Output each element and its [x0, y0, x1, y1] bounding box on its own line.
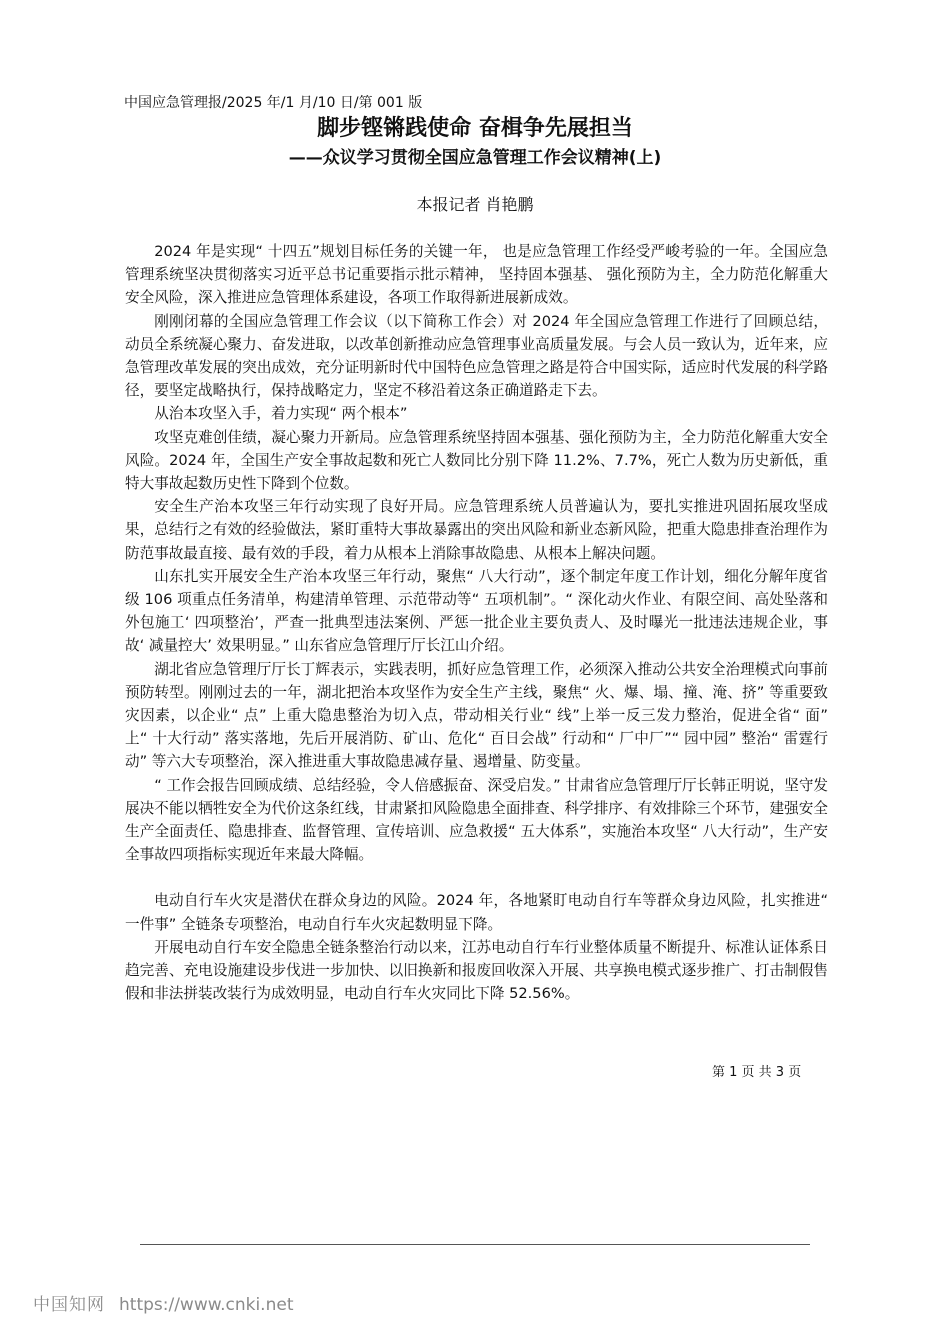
paragraph: 2024 年是实现“ 十四五”规划目标任务的关键一年， 也是应急管理工作经受严峻考验的一年。全国应急管理系统坚决贯彻落实习近平总书记重要指示批示精神， 坚持固本强基、 强化预防为主，全力防范化解重大安全风险，深入推进应急管理体系建设，各项工作取得新进展新成效。 — [125, 243, 828, 307]
article-body — [125, 240, 828, 1006]
watermark-name: 中国知网 — [33, 1295, 105, 1315]
cnki-watermark — [33, 1292, 293, 1318]
footer-divider — [140, 1244, 810, 1245]
paragraph: 湖北省应急管理厅厅长丁辉表示，实践表明，抓好应急管理工作，必须深入推动公共安全治理模式向事前预防转型。刚刚过去的一年，湖北把治本攻坚作为安全生产主线，聚焦“ 火、爆、塌、撞、淹、挤” 等重要致灾因素，以企业“ 点” 上重大隐患整治为切入点，带动相关行业“ 线”上举一反三发力整治，促进全省“ 面” 上“ 十大行动” 落实落地，先后开展消防、矿山、危化“ 百日会战” 行动和“ 厂中厂”“ 园中园” 整治“ 雷霆行动” 等六大专项整治，深入推进重大事故隐患减存量、遏增量、防变量。 — [125, 660, 828, 771]
publication-source: 中国应急管理报/2025 年/1 月/10 日/第 001 版 — [124, 95, 423, 111]
article-subtitle: ——众议学习贯彻全国应急管理工作会议精神(上) — [288, 148, 662, 168]
paragraph: 刚刚闭幕的全国应急管理工作会议（以下简称工作会）对 2024 年全国应急管理工作进行了回顾总结，动员全系统凝心聚力、奋发进取，以改革创新推动应急管理事业高质量发展。与会人员一致认为，近年来，应急管理改革发展的突出成效，充分证明新时代中国特色应急管理之路是符合中国实际，适应时代发展的科学路径，要坚定战略执行，保持战略定力，坚定不移沿着这条正确道路走下去。 — [125, 312, 828, 400]
paragraph: 电动自行车火灾是潜伏在群众身边的风险。2024 年，各地紧盯电动自行车等群众身边风险，扎实推进“ 一件事” 全链条专项整治，电动自行车火灾起数明显下降。 — [125, 892, 828, 933]
paragraph: 攻坚克难创佳绩，凝心聚力开新局。应急管理系统坚持固本强基、强化预防为主，全力防范化解重大安全风险。2024 年，全国生产安全事故起数和死亡人数同比分别下降 11.2%、7.7%，死亡人数为历史新低，重特大事故起数历史性下降到个位数。 — [125, 428, 828, 493]
page-number: 第 1 页 共 3 页 — [712, 1065, 802, 1080]
watermark-url: https://www.cnki.net — [119, 1295, 294, 1315]
section-heading: 从治本攻坚入手，着力实现“ 两个根本” — [154, 405, 408, 423]
paragraph: 安全生产治本攻坚三年行动实现了良好开局。应急管理系统人员普遍认为，要扎实推进巩固拓展攻坚成果，总结行之有效的经验做法，紧盯重特大事故暴露出的突出风险和新业态新风险，把重大隐患排查治理作为防范事故最直接、最有效的手段，着力从根本上消除事故隐患、从根本上解决问题。 — [125, 498, 828, 562]
paragraph-gap — [125, 866, 828, 889]
article-byline: 本报记者 肖艳鹏 — [416, 195, 534, 214]
paragraph: 山东扎实开展安全生产治本攻坚三年行动，聚焦“ 八大行动”，逐个制定年度工作计划，细化分解年度省级 106 项重点任务清单，构建清单管理、示范带动等“ 五项机制”。“ 深化动火作业、有限空间、高处坠落和外包施工‘ 四项整治’，严查一批典型违法案例、严惩一批企业主要负责人、及时曝光一批违法违规企业，事故‘ 减量控大’ 效果明显。” 山东省应急管理厅厅长江山介绍。 — [125, 567, 828, 655]
paragraph: “ 工作会报告回顾成绩、总结经验，令人倍感振奋、深受启发。” 甘肃省应急管理厅厅长韩正明说，坚守发展决不能以牺牲安全为代价这条红线，甘肃紧扣风险隐患全面排查、科学排序、有效排除三个环节，建强安全生产全面责任、隐患排查、监督管理、宣传培训、应急救援“ 五大体系”，实施治本攻坚“ 八大行动”，生产安全事故四项指标实现近年来最大降幅。 — [125, 776, 829, 864]
paragraph: 开展电动自行车安全隐患全链条整治行动以来，江苏电动自行车行业整体质量不断提升、标准认证体系日趋完善、充电设施建设步伐进一步加快、以旧换新和报废回收深入开展、共享换电模式逐步推广、打击制假售假和非法拼装改装行为成效明显，电动自行车火灾同比下降 52.56%。 — [125, 938, 828, 1003]
article-title: 脚步铿锵践使命 奋楫争先展担当 — [317, 116, 633, 141]
